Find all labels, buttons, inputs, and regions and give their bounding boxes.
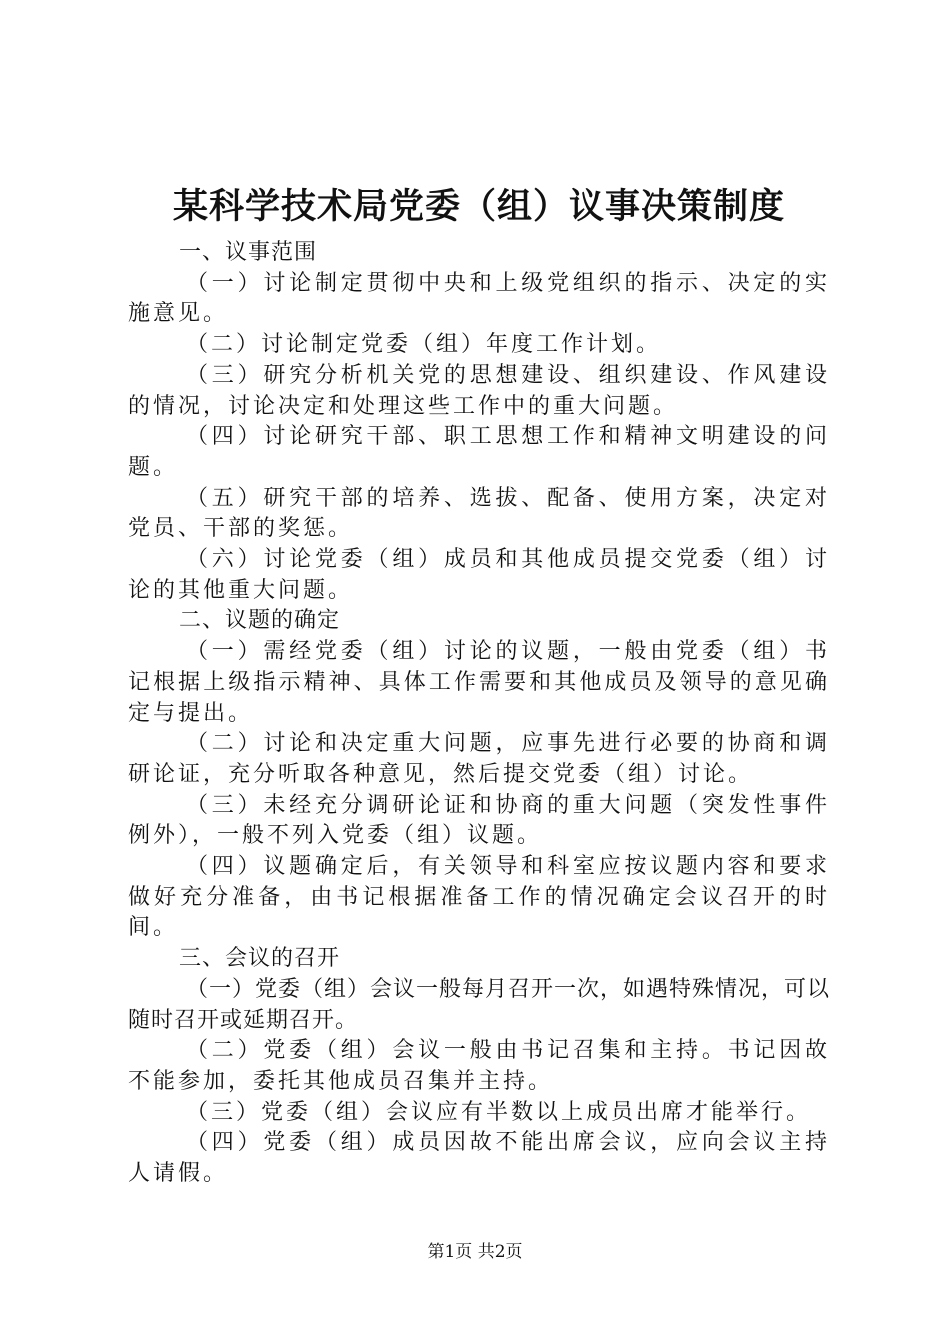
paragraph: （四）党委（组）成员因故不能出席会议，应向会议主持人请假。 bbox=[128, 1130, 830, 1187]
paragraph: （四）议题确定后，有关领导和科室应按议题内容和要求做好充分准备，由书记根据准备工作的情况确定会议召开的时间。 bbox=[128, 854, 830, 941]
paragraph: （六）讨论党委（组）成员和其他成员提交党委（组）讨论的其他重大问题。 bbox=[128, 547, 830, 603]
section-heading: 一、议事范围 bbox=[179, 240, 318, 265]
paragraph: （一）讨论制定贯彻中央和上级党组织的指示、决定的实施意见。 bbox=[128, 270, 830, 327]
section-heading: 二、议题的确定 bbox=[179, 608, 341, 634]
paragraph: （二）讨论和决定重大问题，应事先进行必要的协商和调研论证，充分听取各种意见，然后提交党委（组）讨论。 bbox=[128, 731, 830, 787]
paragraph: （二）讨论制定党委（组）年度工作计划。 bbox=[186, 332, 662, 358]
paragraph: （三）未经充分调研论证和协商的重大问题（突发性事件例外），一般不列入党委（组）议题。 bbox=[128, 792, 830, 849]
page-number-footer: 第1页 共2页 bbox=[427, 1242, 523, 1262]
document-page bbox=[128, 182, 830, 1190]
paragraph: （三）党委（组）会议应有半数以上成员出席才能举行。 bbox=[186, 1099, 812, 1125]
paragraph: （一）党委（组）会议一般每月召开一次，如遇特殊情况，可以随时召开或延期召开。 bbox=[128, 976, 831, 1033]
paragraph: （一）需经党委（组）讨论的议题，一般由党委（组）书记根据上级指示精神、具体工作需要和其他成员及领导的意见确定与提出。 bbox=[128, 639, 830, 726]
paragraph: （二）党委（组）会议一般由书记召集和主持。书记因故不能参加，委托其他成员召集并主持。 bbox=[128, 1038, 830, 1094]
section-heading: 三、会议的召开 bbox=[179, 946, 341, 972]
paragraph: （三）研究分析机关党的思想建设、组织建设、作风建设的情况，讨论决定和处理这些工作中的重大问题。 bbox=[128, 362, 830, 419]
document-body bbox=[128, 238, 830, 1190]
paragraph: （四）讨论研究干部、职工思想工作和精神文明建设的问题。 bbox=[128, 424, 830, 480]
document-title: 某科学技术局党委（组）议事决策制度 bbox=[172, 186, 785, 227]
paragraph: （五）研究干部的培养、选拔、配备、使用方案，决定对党员、干部的奖惩。 bbox=[128, 485, 830, 542]
